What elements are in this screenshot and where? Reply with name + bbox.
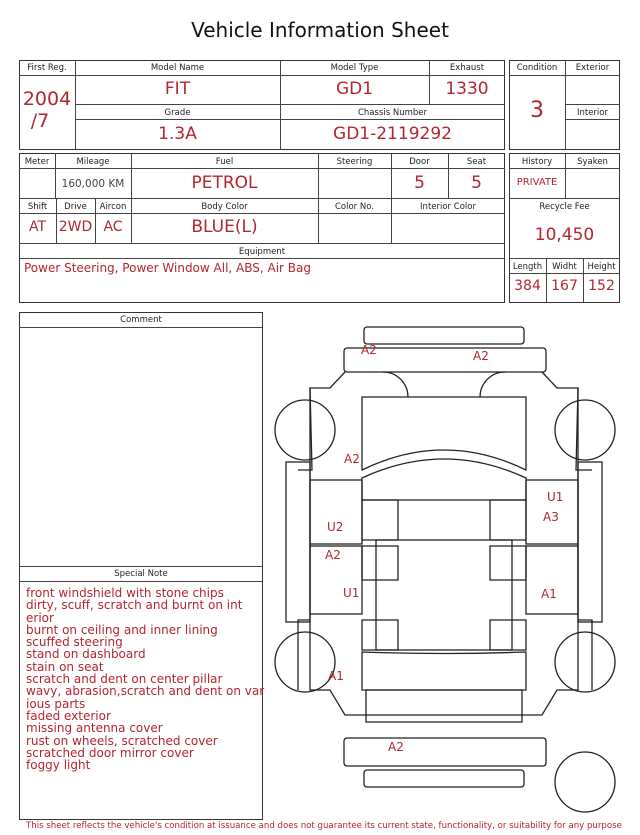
chassis-number-value: GD1-2119292 xyxy=(333,124,452,144)
mileage-label: Mileage xyxy=(76,157,110,167)
damage-mark: U1 xyxy=(343,586,360,600)
note-line: foggy light xyxy=(26,758,91,773)
mileage-value: 160,000 KM xyxy=(61,178,125,190)
condition-value: 3 xyxy=(530,98,544,123)
color-no-label: Color No. xyxy=(334,202,374,212)
body-color-label: Body Color xyxy=(201,202,248,212)
drive-value: 2WD xyxy=(58,219,93,235)
right-rear-door xyxy=(526,546,578,614)
damage-mark: A1 xyxy=(541,587,557,601)
seat-label: Seat xyxy=(466,157,487,167)
drive-label: Drive xyxy=(64,202,87,212)
right-side-sill xyxy=(578,462,602,622)
note-line: stand on dashboard xyxy=(26,647,146,662)
first-reg-year: 2004 xyxy=(22,88,72,110)
exhaust-value: 1330 xyxy=(445,79,489,99)
grade-label: Grade xyxy=(164,108,191,118)
left-rear-wheel xyxy=(275,632,335,692)
damage-mark: A2 xyxy=(361,343,377,357)
syaken-label: Syaken xyxy=(577,157,608,167)
tailgate xyxy=(366,690,522,722)
recycle-fee-label: Recycle Fee xyxy=(539,202,590,212)
damage-mark: U2 xyxy=(327,520,344,534)
width-label: Widht xyxy=(552,262,577,272)
grade-value: 1.3A xyxy=(158,124,197,144)
height-value: 152 xyxy=(588,278,615,294)
left-front-wheel xyxy=(275,400,335,460)
right-rear-window xyxy=(490,620,526,650)
history-value: PRIVATE xyxy=(516,177,558,188)
note-line: scratch and dent on center pillar xyxy=(26,672,223,687)
note-line: missing antenna cover xyxy=(26,721,163,736)
damage-mark: U1 xyxy=(547,490,564,504)
steering-label: Steering xyxy=(336,157,373,167)
roof xyxy=(376,540,512,650)
damage-mark: A2 xyxy=(388,740,404,754)
length-label: Length xyxy=(512,262,543,272)
note-line: burnt on ceiling and inner lining xyxy=(26,622,218,637)
model-type-value: GD1 xyxy=(335,79,374,99)
door-label: Door xyxy=(409,157,430,167)
left-front-door xyxy=(310,480,362,544)
meter-label: Meter xyxy=(24,157,50,167)
front-bumper-top xyxy=(364,327,524,344)
first-reg-month: /7 xyxy=(30,110,50,132)
height-label: Height xyxy=(587,262,616,272)
disclaimer-footer: This sheet reflects the vehicle's condition at issuance and does not guarantee its current state, functionality, or suitability for any purpose xyxy=(26,821,622,831)
door-value: 5 xyxy=(414,173,425,193)
special-note-label: Special Note xyxy=(114,569,168,579)
note-line: scratched door mirror cover xyxy=(26,745,194,760)
condition-label: Condition xyxy=(516,63,558,73)
shift-value: AT xyxy=(28,219,47,235)
rear-bumper xyxy=(344,738,546,766)
equipment-label: Equipment xyxy=(238,247,286,257)
front-right-corner xyxy=(480,372,505,397)
right-front-window xyxy=(490,500,526,540)
fuel-label: Fuel xyxy=(215,157,234,167)
note-line: wavy, abrasion,scratch and dent on var xyxy=(26,684,265,699)
left-side-sill xyxy=(286,462,310,622)
left-rear-fender xyxy=(298,620,310,690)
seat-value: 5 xyxy=(471,173,482,193)
left-front-window xyxy=(362,500,398,540)
windshield xyxy=(362,459,526,500)
note-line: front windshield with stone chips xyxy=(26,586,224,600)
width-value: 167 xyxy=(551,278,578,294)
note-line: faded exterior xyxy=(26,708,111,723)
aircon-value: AC xyxy=(103,219,123,235)
damage-mark: A2 xyxy=(325,548,341,562)
front-left-corner xyxy=(383,372,408,397)
damage-mark: A2 xyxy=(473,349,489,363)
right-rear-wheel xyxy=(555,632,615,692)
equipment-value: Power Steering, Power Window All, ABS, Air Bag xyxy=(24,261,312,275)
damage-mark: A1 xyxy=(328,669,344,683)
right-rear-fender xyxy=(578,620,592,690)
interior-color-label: Interior Color xyxy=(420,202,476,212)
exhaust-label: Exhaust xyxy=(449,63,485,73)
note-line: rust on wheels, scratched cover xyxy=(26,733,218,748)
left-mid-window xyxy=(362,546,398,580)
body-color-value: BLUE(L) xyxy=(191,217,258,237)
model-name-label: Model Name xyxy=(150,63,205,73)
first-reg-label: First Reg. xyxy=(27,63,67,73)
fuel-value: PETROL xyxy=(191,173,258,193)
length-value: 384 xyxy=(514,278,541,294)
exterior-label: Exterior xyxy=(575,63,610,73)
note-line: erior xyxy=(26,610,54,625)
left-rear-window xyxy=(362,620,398,650)
interior-label: Interior xyxy=(576,108,608,118)
spare-wheel xyxy=(555,752,615,812)
note-line: ious parts xyxy=(26,696,86,711)
rear-window xyxy=(362,652,526,690)
recycle-fee-value: 10,450 xyxy=(534,225,595,245)
page-title: Vehicle Information Sheet xyxy=(191,18,449,42)
chassis-number-label: Chassis Number xyxy=(357,108,428,118)
right-front-wheel xyxy=(555,400,615,460)
history-label: History xyxy=(521,157,553,167)
note-line: scuffed steering xyxy=(26,635,123,650)
note-line: stain on seat xyxy=(26,659,104,674)
aircon-label: Aircon xyxy=(99,202,127,212)
comment-label: Comment xyxy=(120,315,162,325)
rear-bumper-bottom xyxy=(364,770,524,787)
model-type-label: Model Type xyxy=(330,63,379,73)
damage-mark: A2 xyxy=(344,452,360,466)
shift-label: Shift xyxy=(27,202,48,212)
model-name-value: FIT xyxy=(164,79,191,99)
right-mid-window xyxy=(490,546,526,580)
note-line: dirty, scuff, scratch and burnt on int xyxy=(26,598,243,613)
damage-mark: A3 xyxy=(543,510,559,524)
